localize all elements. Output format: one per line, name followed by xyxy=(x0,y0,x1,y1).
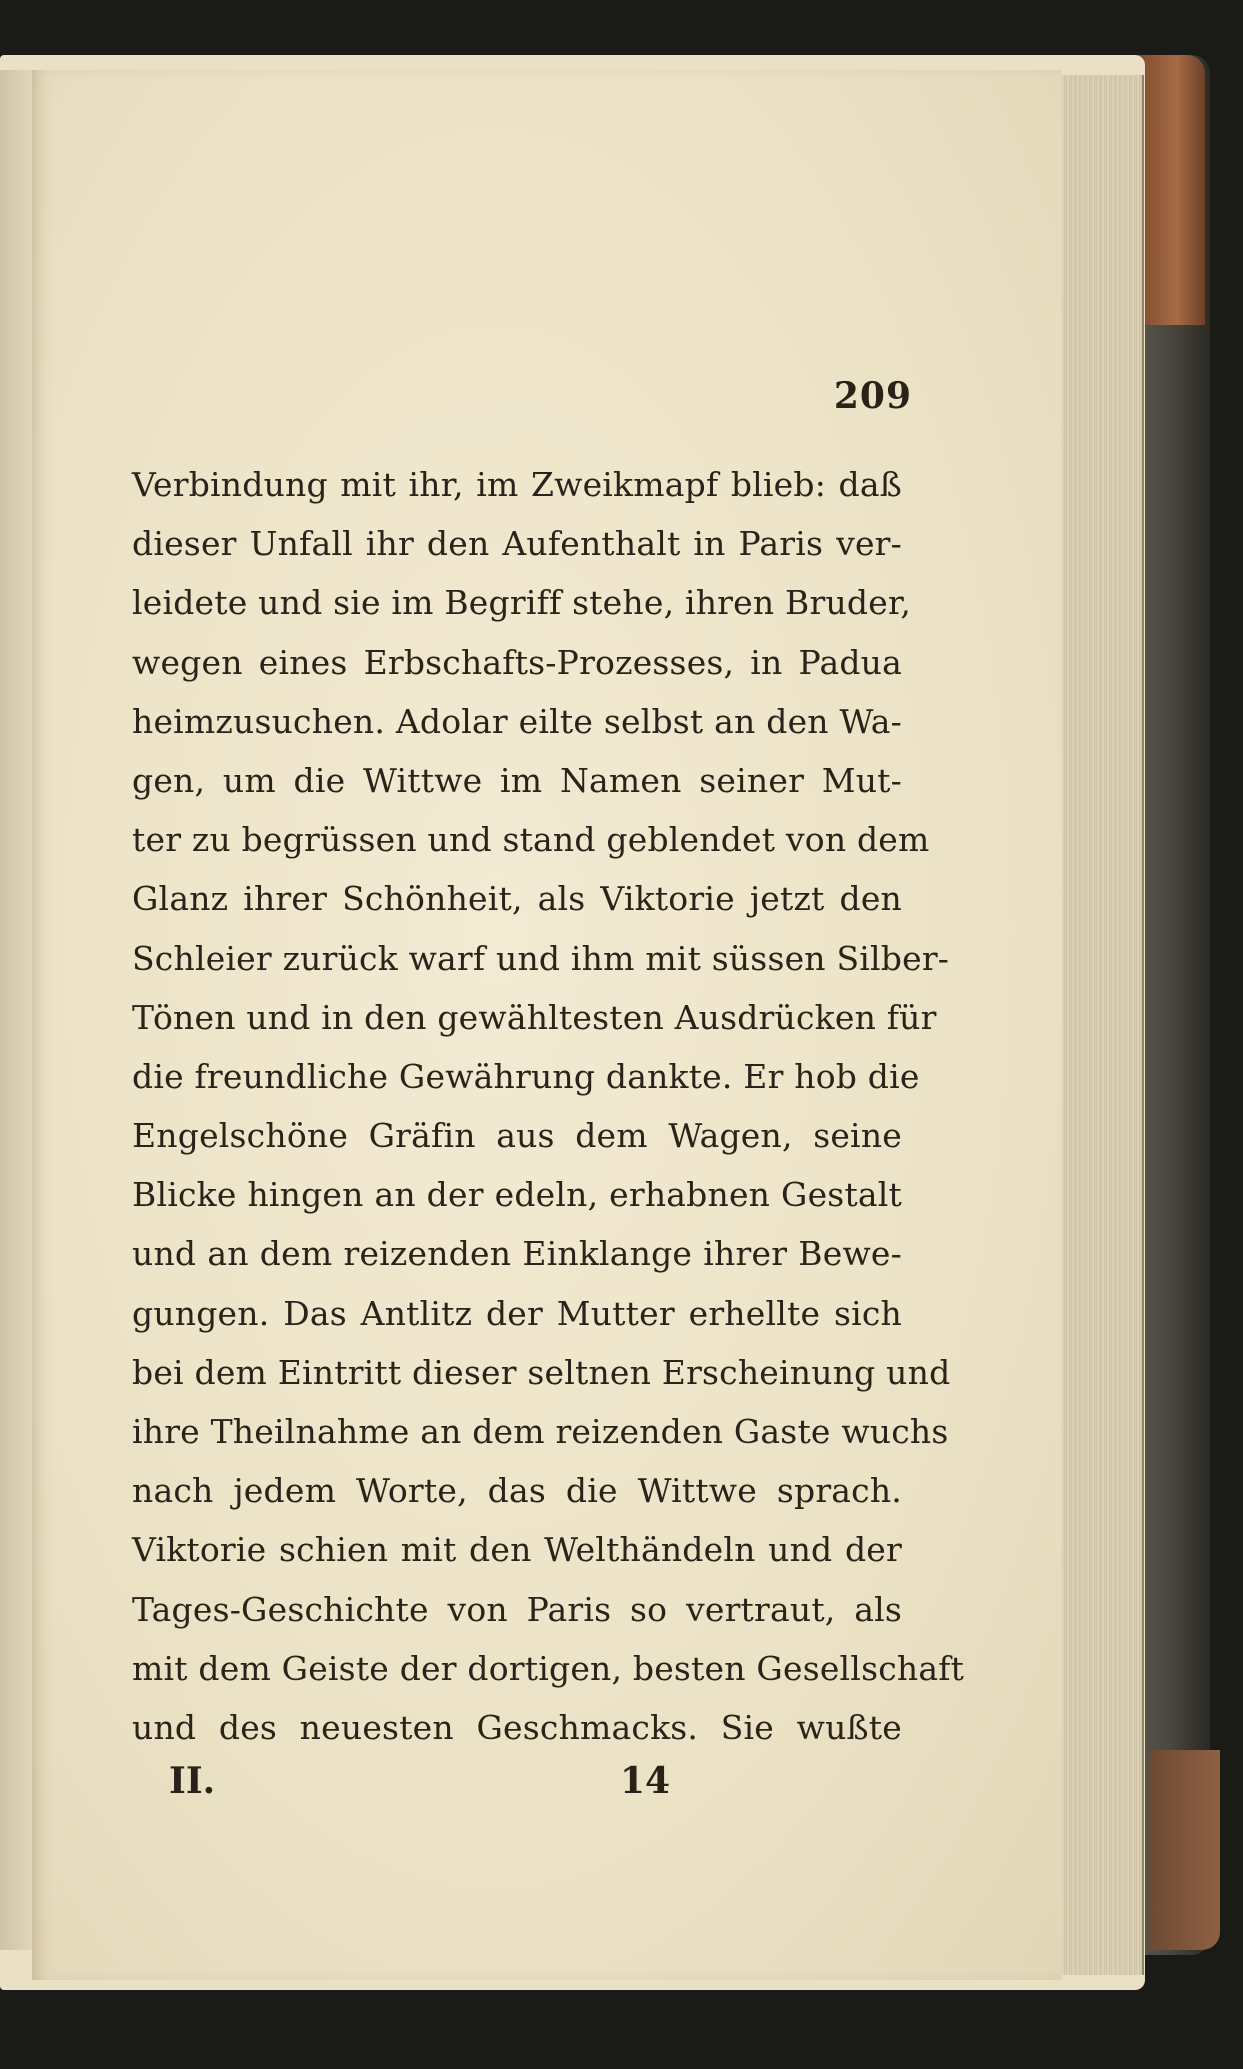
text-line: gungen. Das Antlitz der Mutter erhellte sich xyxy=(132,1293,902,1333)
text-line: Verbindung mit ihr, im Zweikmapf blieb: daß xyxy=(132,465,902,504)
text-line: wegen eines Erbschafts-Prozesses, in Padua xyxy=(132,642,902,682)
cover-leather-edge xyxy=(1135,55,1205,325)
text-line: ter zu begrüssen und stand geblendet von dem xyxy=(132,820,930,860)
text-line: Tönen und in den gewähltesten Ausdrücken für xyxy=(132,997,937,1037)
signature-mark: II. xyxy=(169,1760,216,1802)
text-line: Blicke hingen an der edeln, erhabnen Gestalt xyxy=(132,1175,902,1215)
text-line: Viktorie schien mit den Welthändeln und der xyxy=(132,1530,902,1570)
text-line: und des neuesten Geschmacks. Sie wußte xyxy=(132,1707,902,1747)
page-number: 209 xyxy=(833,375,912,417)
text-line: dieser Unfall ihr den Aufenthalt in Paris ver- xyxy=(132,524,902,564)
text-line: die freundliche Gewährung dankte. Er hob die xyxy=(132,1056,920,1096)
text-line: Tages-Geschichte von Paris so vertraut, als xyxy=(132,1589,902,1629)
facing-page-edge xyxy=(0,70,32,1950)
text-line: bei dem Eintritt dieser seltnen Erscheinung und xyxy=(132,1352,951,1392)
text-line: ihre Theilnahme an dem reizenden Gaste wuchs xyxy=(132,1412,949,1451)
text-line: und an dem reizenden Einklange ihrer Bewe- xyxy=(132,1234,902,1274)
text-line: heimzusuchen. Adolar eilte selbst an den Wa- xyxy=(132,701,902,741)
text-line: Glanz ihrer Schönheit, als Viktorie jetzt den xyxy=(132,879,902,919)
text-line: nach jedem Worte, das die Wittwe sprach. xyxy=(132,1471,902,1511)
text-line: mit dem Geiste der dortigen, besten Gesellschaft xyxy=(132,1648,965,1688)
text-line: Engelschöne Gräfin aus dem Wagen, seine xyxy=(132,1116,902,1156)
book-page xyxy=(32,70,1062,1980)
page-edges xyxy=(1050,75,1144,1975)
body-text xyxy=(132,455,965,1757)
text-line: gen, um die Wittwe im Namen seiner Mut- xyxy=(132,760,902,800)
sheet-number: 14 xyxy=(620,1760,671,1802)
cover-leather-corner xyxy=(1150,1750,1220,1950)
text-line: leidete und sie im Begriff stehe, ihren Bruder, xyxy=(132,583,912,623)
text-line: Schleier zurück warf und ihm mit süssen Silber- xyxy=(132,938,950,978)
